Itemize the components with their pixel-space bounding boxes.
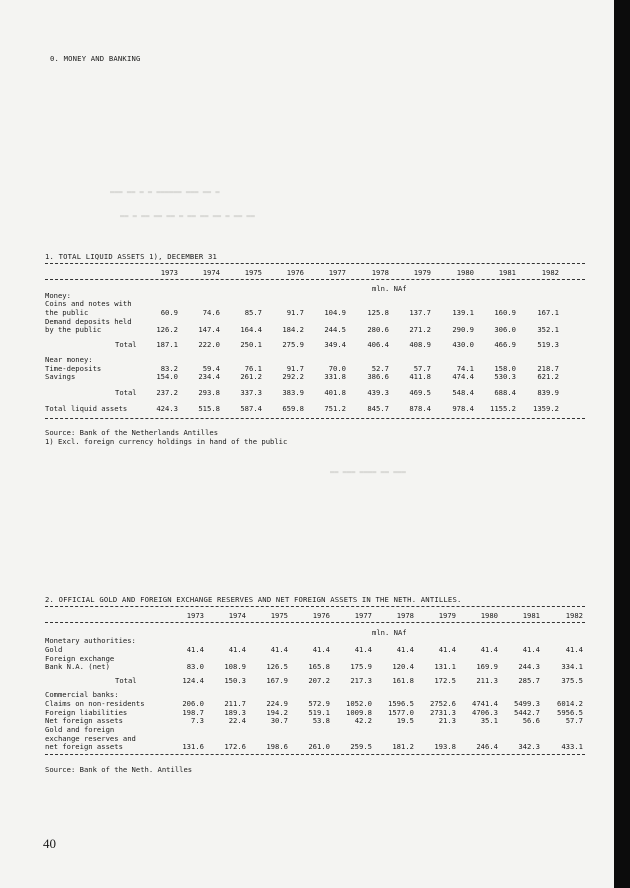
row-label: Claims on non-residents: [45, 699, 145, 708]
table-cell: 424.3: [156, 404, 178, 413]
row-label: the public: [45, 308, 89, 317]
year-header-1978: 1978: [371, 268, 389, 277]
table-cell: 206.0: [182, 699, 204, 708]
divider: [45, 622, 585, 623]
table-cell: 124.4: [182, 676, 204, 685]
table-cell: 41.4: [270, 645, 288, 654]
table-cell: 7.3: [191, 716, 204, 725]
table-cell: 74.1: [456, 364, 474, 373]
table1-unit: mln. NAf: [372, 284, 407, 293]
table-cell: 181.2: [392, 742, 414, 751]
table-cell: 126.2: [156, 325, 178, 334]
table-cell: 2752.6: [430, 699, 456, 708]
table-cell: 290.9: [452, 325, 474, 334]
row-label: Savings: [45, 372, 76, 381]
table-cell: 548.4: [452, 388, 474, 397]
table-cell: 41.4: [438, 645, 456, 654]
table-cell: 83.2: [160, 364, 178, 373]
table-cell: 211.3: [476, 676, 498, 685]
table2-title: 2. OFFICIAL GOLD AND FOREIGN EXCHANGE RESERVES AND NET FOREIGN ASSETS IN THE NETH. ANTILLES.: [45, 595, 462, 604]
row-label: Total: [115, 676, 137, 685]
row-label: by the public: [45, 325, 102, 334]
table-cell: 349.4: [324, 340, 346, 349]
table-cell: 352.1: [537, 325, 559, 334]
table-cell: 285.7: [518, 676, 540, 685]
row-label: Demand deposits held: [45, 317, 132, 326]
year-header-1982: 1982: [541, 268, 559, 277]
table-cell: 41.4: [186, 645, 204, 654]
row-label: Total liquid assets: [45, 404, 128, 413]
table-cell: 172.6: [224, 742, 246, 751]
year-header-1976: 1976: [286, 268, 304, 277]
table-cell: 53.8: [312, 716, 330, 725]
table-cell: 164.4: [240, 325, 262, 334]
table-cell: 259.5: [350, 742, 372, 751]
table-cell: 41.4: [565, 645, 583, 654]
table-cell: 293.8: [198, 388, 220, 397]
table-cell: 280.6: [367, 325, 389, 334]
table-cell: 237.2: [156, 388, 178, 397]
table-cell: 42.2: [354, 716, 372, 725]
divider: [45, 263, 585, 264]
year-header-1975: 1975: [244, 268, 262, 277]
table-cell: 108.9: [224, 662, 246, 671]
table-cell: 334.1: [561, 662, 583, 671]
table-cell: 218.7: [537, 364, 559, 373]
table-cell: 165.8: [308, 662, 330, 671]
table-cell: 572.9: [308, 699, 330, 708]
row-label: Gold: [45, 645, 63, 654]
year-header-1981: 1981: [498, 268, 516, 277]
table-cell: 147.4: [198, 325, 220, 334]
table-cell: 383.9: [282, 388, 304, 397]
table-cell: 4706.3: [472, 708, 498, 717]
scan-edge: [614, 0, 630, 888]
table-cell: 41.4: [312, 645, 330, 654]
table-cell: 41.4: [396, 645, 414, 654]
table-cell: 217.3: [350, 676, 372, 685]
table2-unit: mln. NAf: [372, 628, 407, 637]
table-cell: 91.7: [286, 308, 304, 317]
table-cell: 406.4: [367, 340, 389, 349]
table-cell: 41.4: [480, 645, 498, 654]
table-cell: 91.7: [286, 364, 304, 373]
table-cell: 337.3: [240, 388, 262, 397]
table-cell: 250.1: [240, 340, 262, 349]
row-label: Money:: [45, 291, 71, 300]
table-cell: 375.5: [561, 676, 583, 685]
table-cell: 131.1: [434, 662, 456, 671]
year-header-1973: 1973: [160, 268, 178, 277]
table-cell: 59.4: [202, 364, 220, 373]
table-cell: 1596.5: [388, 699, 414, 708]
table-cell: 519.3: [537, 340, 559, 349]
table-cell: 1155.2: [490, 404, 516, 413]
table-cell: 198.6: [266, 742, 288, 751]
row-label: Foreign liabilities: [45, 708, 128, 717]
table-cell: 1577.0: [388, 708, 414, 717]
table-cell: 222.0: [198, 340, 220, 349]
table-cell: 21.3: [438, 716, 456, 725]
table-cell: 198.7: [182, 708, 204, 717]
table-cell: 342.3: [518, 742, 540, 751]
table-cell: 22.4: [228, 716, 246, 725]
table-cell: 158.0: [494, 364, 516, 373]
table-cell: 57.7: [413, 364, 431, 373]
table-cell: 175.9: [350, 662, 372, 671]
table1-title: 1. TOTAL LIQUID ASSETS 1), DECEMBER 31: [45, 252, 218, 261]
table-cell: 120.4: [392, 662, 414, 671]
table-cell: 469.5: [409, 388, 431, 397]
table-cell: 1009.8: [346, 708, 372, 717]
year-header-1976: 1976: [312, 611, 330, 620]
table-cell: 244.3: [518, 662, 540, 671]
table-cell: 261.0: [308, 742, 330, 751]
table-cell: 411.8: [409, 372, 431, 381]
table-cell: 169.9: [476, 662, 498, 671]
table-cell: 845.7: [367, 404, 389, 413]
year-header-1979: 1979: [413, 268, 431, 277]
table-cell: 52.7: [371, 364, 389, 373]
table-cell: 167.1: [537, 308, 559, 317]
table-cell: 244.5: [324, 325, 346, 334]
table-cell: 515.8: [198, 404, 220, 413]
table-cell: 41.4: [522, 645, 540, 654]
table-cell: 104.9: [324, 308, 346, 317]
year-header-1981: 1981: [522, 611, 540, 620]
table-cell: 234.4: [198, 372, 220, 381]
table-cell: 60.9: [160, 308, 178, 317]
divider: [45, 418, 585, 419]
table-cell: 271.2: [409, 325, 431, 334]
table-cell: 519.1: [308, 708, 330, 717]
table-cell: 246.4: [476, 742, 498, 751]
year-header-1974: 1974: [202, 268, 220, 277]
table-cell: 306.0: [494, 325, 516, 334]
table-cell: 587.4: [240, 404, 262, 413]
table-cell: 70.0: [328, 364, 346, 373]
row-label: Gold and foreign: [45, 725, 115, 734]
row-label: Total: [115, 340, 137, 349]
year-header-1982: 1982: [565, 611, 583, 620]
table-cell: 433.1: [561, 742, 583, 751]
table-cell: 466.9: [494, 340, 516, 349]
year-header-1980: 1980: [480, 611, 498, 620]
table-cell: 161.8: [392, 676, 414, 685]
table-cell: 189.3: [224, 708, 246, 717]
table-cell: 978.4: [452, 404, 474, 413]
table-cell: 386.6: [367, 372, 389, 381]
table-cell: 19.5: [396, 716, 414, 725]
table-cell: 275.9: [282, 340, 304, 349]
row-label: Time-deposits: [45, 364, 102, 373]
table-cell: 1359.2: [533, 404, 559, 413]
table-cell: 194.2: [266, 708, 288, 717]
row-label: Foreign exchange: [45, 654, 115, 663]
year-header-1979: 1979: [438, 611, 456, 620]
year-header-1980: 1980: [456, 268, 474, 277]
year-header-1977: 1977: [328, 268, 346, 277]
divider: [45, 754, 585, 755]
table-cell: 150.3: [224, 676, 246, 685]
table-cell: 167.9: [266, 676, 288, 685]
table-cell: 621.2: [537, 372, 559, 381]
table-cell: 74.6: [202, 308, 220, 317]
bleed-through: ▬▬ ▬▬▬ ▬▬▬▬ ▬▬ ▬▬▬: [330, 468, 406, 476]
table-cell: 172.5: [434, 676, 456, 685]
table-cell: 408.9: [409, 340, 431, 349]
table-cell: 659.8: [282, 404, 304, 413]
row-label: net foreign assets: [45, 742, 123, 751]
year-header-1973: 1973: [186, 611, 204, 620]
table-cell: 56.6: [522, 716, 540, 725]
table-cell: 292.2: [282, 372, 304, 381]
table-cell: 430.0: [452, 340, 474, 349]
table-cell: 224.9: [266, 699, 288, 708]
row-label: Commercial banks:: [45, 690, 119, 699]
table-cell: 878.4: [409, 404, 431, 413]
table1-source: Source: Bank of the Netherlands Antilles: [45, 428, 219, 437]
page-number: 40: [43, 836, 56, 851]
table-cell: 57.7: [565, 716, 583, 725]
bleed-through: ▬▬ ▬ ▬▬ ▬▬ ▬▬ ▬ ▬▬ ▬▬ ▬▬ ▬ ▬▬ ▬▬: [120, 212, 255, 220]
row-label: Total: [115, 388, 137, 397]
page-header: 0. MONEY AND BANKING: [50, 54, 141, 63]
table-cell: 6014.2: [557, 699, 583, 708]
table-cell: 154.0: [156, 372, 178, 381]
table-cell: 401.8: [324, 388, 346, 397]
table-cell: 5442.7: [514, 708, 540, 717]
row-label: Net foreign assets: [45, 716, 123, 725]
table-cell: 187.1: [156, 340, 178, 349]
table-cell: 131.6: [182, 742, 204, 751]
row-label: Bank N.A. (net): [45, 662, 110, 671]
row-label: Coins and notes with: [45, 299, 132, 308]
table-cell: 126.5: [266, 662, 288, 671]
table-cell: 2731.3: [430, 708, 456, 717]
table-cell: 331.8: [324, 372, 346, 381]
table-cell: 474.4: [452, 372, 474, 381]
table-cell: 125.8: [367, 308, 389, 317]
table-cell: 839.9: [537, 388, 559, 397]
table-cell: 439.3: [367, 388, 389, 397]
table-cell: 41.4: [354, 645, 372, 654]
table-cell: 85.7: [244, 308, 262, 317]
divider: [45, 606, 585, 607]
row-label: exchange reserves and: [45, 734, 136, 743]
table-cell: 211.7: [224, 699, 246, 708]
table-cell: 41.4: [228, 645, 246, 654]
table-cell: 1052.0: [346, 699, 372, 708]
year-header-1977: 1977: [354, 611, 372, 620]
table-cell: 5499.3: [514, 699, 540, 708]
year-header-1974: 1974: [228, 611, 246, 620]
table-cell: 160.9: [494, 308, 516, 317]
year-header-1978: 1978: [396, 611, 414, 620]
table-cell: 139.1: [452, 308, 474, 317]
row-label: Monetary authorities:: [45, 636, 136, 645]
table-cell: 76.1: [244, 364, 262, 373]
table2-source: Source: Bank of the Neth. Antilles: [45, 765, 193, 774]
table-cell: 83.0: [186, 662, 204, 671]
table-cell: 4741.4: [472, 699, 498, 708]
table-cell: 5956.5: [557, 708, 583, 717]
table1-footnote: 1) Excl. foreign currency holdings in hand of the public: [45, 437, 288, 446]
table-cell: 137.7: [409, 308, 431, 317]
year-header-1975: 1975: [270, 611, 288, 620]
table-cell: 261.2: [240, 372, 262, 381]
table-cell: 688.4: [494, 388, 516, 397]
table-cell: 530.3: [494, 372, 516, 381]
table-cell: 193.8: [434, 742, 456, 751]
row-label: Near money:: [45, 355, 93, 364]
table-cell: 751.2: [324, 404, 346, 413]
table-cell: 35.1: [480, 716, 498, 725]
table-cell: 184.2: [282, 325, 304, 334]
table-cell: 30.7: [270, 716, 288, 725]
divider: [45, 279, 585, 280]
table-cell: 207.2: [308, 676, 330, 685]
bleed-through: ▬▬▬ ▬▬ ▬ ▬ ▬▬▬▬▬▬ ▬▬▬ ▬▬ ▬: [110, 188, 220, 196]
